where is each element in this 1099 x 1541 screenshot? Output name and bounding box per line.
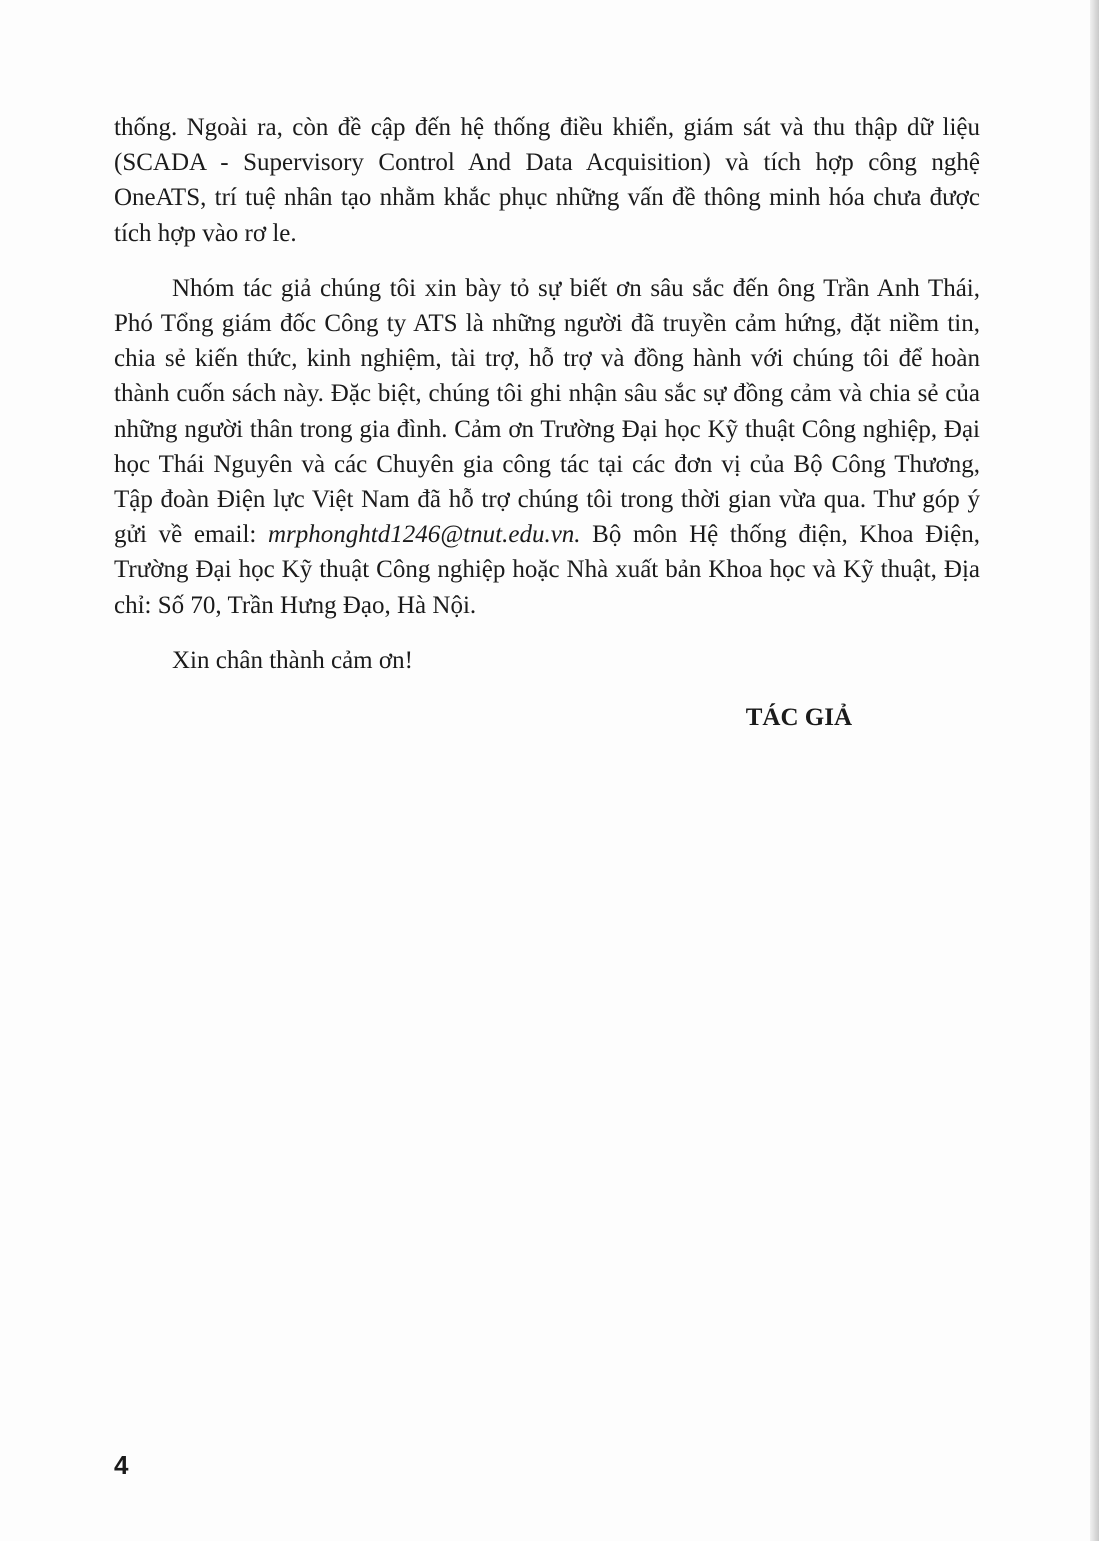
acknowledgements-text: Nhóm tác giả chúng tôi xin bày tỏ sự biết ơn sâu sắc đến ông Trần Anh Thái, Phó Tổng giám đốc Công ty ATS là những người đã truyền cảm hứng, đặt niềm tin, chia sẻ kiến thức, kinh nghiệm, tài trợ, hỗ trợ và đồng hành với chúng tôi để hoàn thành cuốn sách này. Đặc biệt, chúng tôi ghi nhận sâu sắc sự đồng cảm và chia sẻ của những người thân trong gia đình. Cảm ơn Trường Đại học Kỹ thuật Công nghiệp, Đại học Thái Nguyên và các Chuyên gia công tác tại các đơn vị của Bộ Công Thương, Tập đoàn Điện lực Việt Nam đã hỗ trợ chúng tôi trong thời gian vừa qua. Thư góp ý gửi về email: <box>114 274 980 549</box>
body-text <box>114 110 980 735</box>
contact-email: mrphonghtd1246@tnut.edu.vn. <box>267 521 581 549</box>
acknowledgements-address-text: Bộ môn Hệ thống điện, Khoa Điện, Trường Đại học Kỹ thuật Công nghiệp hoặc Nhà xuất bản Khoa học và Kỹ thuật, Địa chỉ: Số 70, Trần Hưng Đạo, Hà Nội. <box>114 521 980 619</box>
page-edge-shadow <box>1090 0 1099 1541</box>
paragraph-acknowledgements <box>114 271 980 623</box>
page-number: 4 <box>114 1450 129 1480</box>
paragraph-intro-continuation: thống. Ngoài ra, còn đề cập đến hệ thống điều khiển, giám sát và thu thập dữ liệu (SCADA - Supervisory Control And Data Acquisition) và tích hợp công nghệ OneATS, trí tuệ nhân tạo nhằm khắc phục những vấn đề thông minh hóa chưa được tích hợp vào rơ le. <box>114 114 980 247</box>
paragraph-thanks: Xin chân thành cảm ơn! <box>172 646 413 674</box>
author-signature: TÁC GIẢ <box>745 704 852 732</box>
